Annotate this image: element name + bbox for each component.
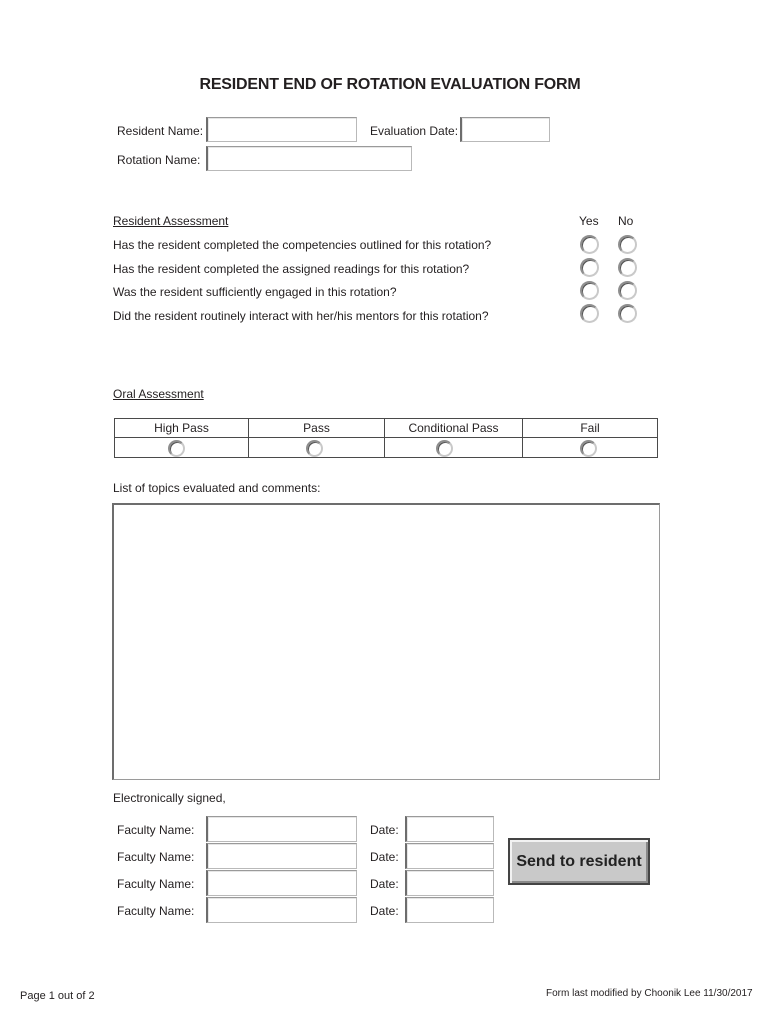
date-input-3[interactable] [405, 870, 494, 896]
faculty-name-label-1: Faculty Name: [117, 823, 195, 837]
date-label-4: Date: [370, 904, 399, 918]
question-2-no-radio[interactable] [618, 258, 637, 277]
question-2-yes-radio[interactable] [580, 258, 599, 277]
faculty-name-label-3: Faculty Name: [117, 877, 195, 891]
oral-option-fail: Fail [523, 419, 658, 438]
question-4: Did the resident routinely interact with her/his mentors for this rotation? [113, 309, 489, 323]
faculty-name-input-3[interactable] [206, 870, 357, 896]
oral-assessment-table [114, 418, 658, 458]
faculty-name-label-2: Faculty Name: [117, 850, 195, 864]
comments-textarea[interactable] [112, 503, 660, 780]
page-number: Page 1 out of 2 [20, 990, 95, 1002]
comments-label: List of topics evaluated and comments: [113, 481, 321, 495]
oral-option-conditional-pass: Conditional Pass [385, 419, 523, 438]
resident-name-label: Resident Name: [117, 124, 204, 138]
electronically-signed-label: Electronically signed, [113, 791, 226, 805]
faculty-name-input-4[interactable] [206, 897, 357, 923]
date-label-3: Date: [370, 877, 399, 891]
fail-radio[interactable] [580, 440, 597, 457]
form-modified-note: Form last modified by Choonik Lee 11/30/2017 [546, 988, 753, 999]
oral-radio-cell [385, 438, 523, 458]
yes-column-label: Yes [579, 214, 599, 228]
evaluation-date-label: Evaluation Date: [370, 124, 459, 138]
question-1-no-radio[interactable] [618, 235, 637, 254]
question-2: Has the resident completed the assigned readings for this rotation? [113, 262, 470, 276]
question-1: Has the resident completed the competencies outlined for this rotation? [113, 238, 492, 252]
oral-radio-cell [249, 438, 385, 458]
rotation-name-label: Rotation Name: [117, 153, 201, 167]
question-4-yes-radio[interactable] [580, 304, 599, 323]
date-input-4[interactable] [405, 897, 494, 923]
faculty-name-input-1[interactable] [206, 816, 357, 842]
oral-radio-cell [115, 438, 249, 458]
faculty-name-label-4: Faculty Name: [117, 904, 195, 918]
rotation-name-input[interactable] [206, 146, 412, 171]
oral-radio-cell [523, 438, 658, 458]
question-3-yes-radio[interactable] [580, 281, 599, 300]
question-3-no-radio[interactable] [618, 281, 637, 300]
question-3: Was the resident sufficiently engaged in this rotation? [113, 285, 397, 299]
date-label-2: Date: [370, 850, 399, 864]
send-to-resident-button[interactable]: Send to resident [508, 838, 650, 885]
question-1-yes-radio[interactable] [580, 235, 599, 254]
oral-assessment-heading: Oral Assessment [113, 387, 204, 401]
resident-assessment-heading: Resident Assessment [113, 214, 229, 228]
date-input-1[interactable] [405, 816, 494, 842]
resident-name-input[interactable] [206, 117, 357, 142]
question-4-no-radio[interactable] [618, 304, 637, 323]
high-pass-radio[interactable] [168, 440, 185, 457]
oral-option-high-pass: High Pass [115, 419, 249, 438]
date-input-2[interactable] [405, 843, 494, 869]
form-title: RESIDENT END OF ROTATION EVALUATION FORM [199, 76, 581, 93]
oral-option-pass: Pass [249, 419, 385, 438]
no-column-label: No [618, 214, 634, 228]
date-label-1: Date: [370, 823, 399, 837]
evaluation-date-input[interactable] [460, 117, 550, 142]
faculty-name-input-2[interactable] [206, 843, 357, 869]
conditional-pass-radio[interactable] [436, 440, 453, 457]
pass-radio[interactable] [306, 440, 323, 457]
